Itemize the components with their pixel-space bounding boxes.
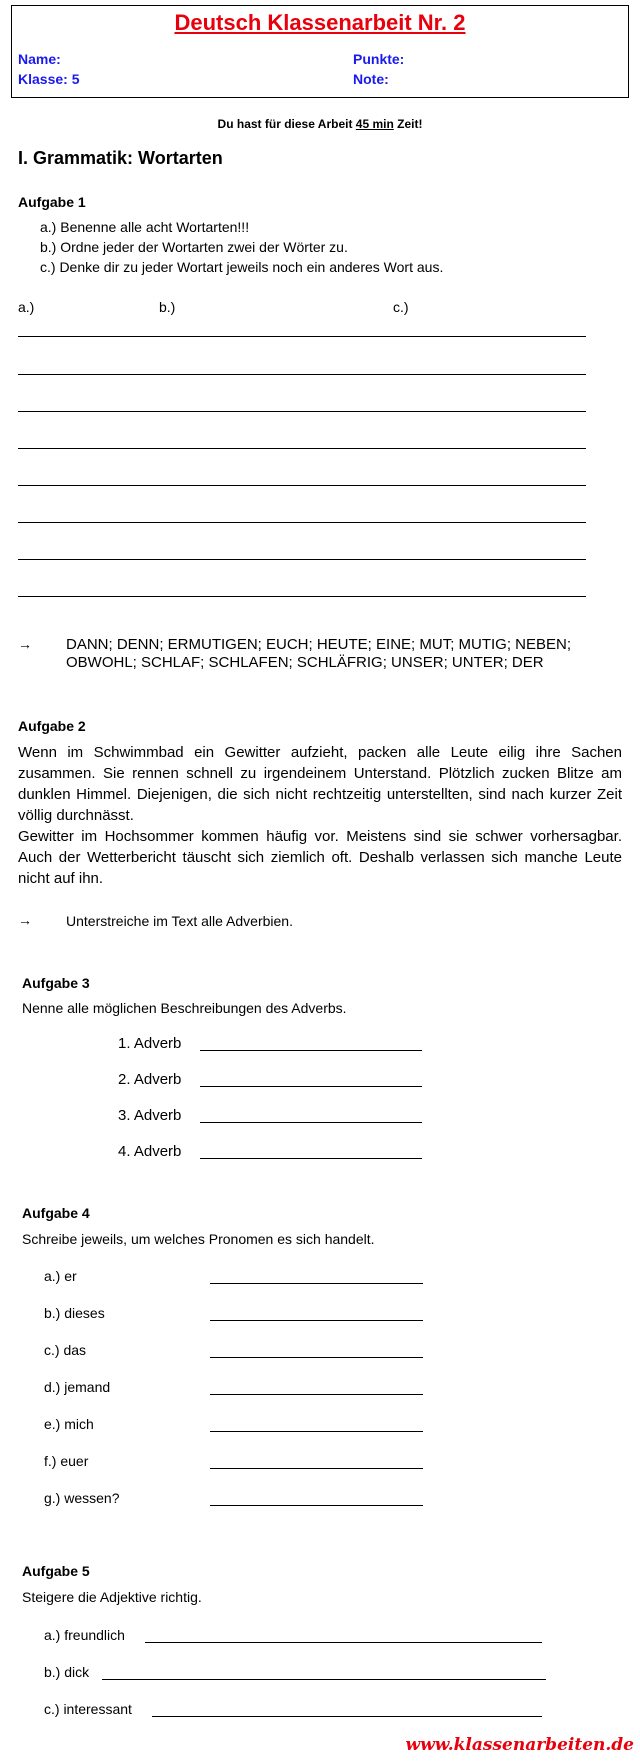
answer-line[interactable] xyxy=(152,1716,542,1717)
task1-item-b: b.) Ordne jeder der Wortarten zwei der Wörter zu. xyxy=(40,239,348,255)
answer-line[interactable] xyxy=(18,522,586,523)
arrow-icon: → xyxy=(18,912,32,928)
answer-line[interactable] xyxy=(18,485,586,486)
answer-line[interactable] xyxy=(210,1505,423,1506)
answer-line[interactable] xyxy=(18,336,586,337)
answer-line[interactable] xyxy=(210,1468,423,1469)
task1-column-b: b.) xyxy=(159,299,176,315)
task4-title: Aufgabe 4 xyxy=(22,1205,90,1221)
worksheet-title: Deutsch Klassenarbeit Nr. 2 xyxy=(174,10,466,35)
answer-line[interactable] xyxy=(18,374,586,375)
task3-instruction: Nenne alle möglichen Beschreibungen des Adverbs. xyxy=(22,1000,347,1016)
task1-words-line2: OBWOHL; SCHLAF; SCHLAFEN; SCHLÄFRIG; UNSER; UNTER; DER xyxy=(66,654,544,671)
task3-item-3: 3. Adverb xyxy=(118,1107,182,1124)
task4-item-c: c.) das xyxy=(44,1342,87,1358)
task4-item-f: f.) euer xyxy=(44,1453,89,1469)
task5-item-a: a.) freundlich xyxy=(44,1627,125,1643)
answer-line[interactable] xyxy=(18,559,586,560)
arrow-icon: → xyxy=(18,636,32,652)
task5-item-b: b.) dick xyxy=(44,1664,90,1680)
name-label: Name: xyxy=(18,51,61,67)
task2-instruction: Unterstreiche im Text alle Adverbien. xyxy=(66,913,293,929)
task3-item-2: 2. Adverb xyxy=(118,1071,182,1088)
answer-line[interactable] xyxy=(210,1431,423,1432)
answer-line[interactable] xyxy=(200,1122,422,1123)
answer-line[interactable] xyxy=(200,1086,422,1087)
answer-line[interactable] xyxy=(200,1050,422,1051)
answer-line[interactable] xyxy=(210,1320,423,1321)
task4-item-a: a.) er xyxy=(44,1268,77,1284)
footer-url: www.klassenarbeiten.de xyxy=(405,1735,634,1755)
points-label: Punkte: xyxy=(353,51,405,67)
task5-title: Aufgabe 5 xyxy=(22,1563,90,1579)
answer-line[interactable] xyxy=(145,1642,542,1643)
task3-item-4: 4. Adverb xyxy=(118,1143,182,1160)
task4-item-b: b.) dieses xyxy=(44,1305,105,1321)
task4-instruction: Schreibe jeweils, um welches Pronomen es sich handelt. xyxy=(22,1231,375,1247)
answer-line[interactable] xyxy=(210,1394,423,1395)
time-note-time: 45 min xyxy=(355,117,394,131)
class-label: Klasse: 5 xyxy=(18,71,80,87)
task3-title: Aufgabe 3 xyxy=(22,975,90,991)
task4-item-d: d.) jemand xyxy=(44,1379,111,1395)
task1-title: Aufgabe 1 xyxy=(18,194,86,210)
task2-text xyxy=(18,742,622,889)
task2-title: Aufgabe 2 xyxy=(18,718,86,734)
answer-line[interactable] xyxy=(18,448,586,449)
task3-item-1: 1. Adverb xyxy=(118,1035,182,1052)
task4-item-g: g.) wessen? xyxy=(44,1490,120,1506)
time-note-after: Zeit! xyxy=(393,117,423,131)
time-note-before: Du hast für diese Arbeit xyxy=(217,117,356,131)
answer-line[interactable] xyxy=(210,1283,423,1284)
answer-line[interactable] xyxy=(200,1158,422,1159)
answer-line[interactable] xyxy=(102,1679,546,1680)
answer-line[interactable] xyxy=(18,596,586,597)
task1-column-c: c.) xyxy=(393,299,409,315)
header-box xyxy=(11,5,629,98)
task2-paragraph-1: Wenn im Schwimmbad ein Gewitter aufzieht, packen alle Leute eilig ihre Sachen zusammen. Sie rennen schnell zu irgendeinem Unterstand. Plötzlich zucken Blitze am dunklen Himmel. Diejenigen, die sich nicht rechtzeitig unterstellten, sind nach kurzer Zeit völlig durchnässt. xyxy=(18,744,622,824)
task5-instruction: Steigere die Adjektive richtig. xyxy=(22,1589,202,1605)
task2-paragraph-2: Gewitter im Hochsommer kommen häufig vor. Meistens sind sie schwer vorhersagbar. Auch der Wetterbericht täuscht sich ziemlich oft. Deshalb verlassen sich manche Leute nicht auf ihn. xyxy=(18,828,622,887)
answer-line[interactable] xyxy=(18,411,586,412)
grade-label: Note: xyxy=(353,71,389,87)
task1-words-line1: DANN; DENN; ERMUTIGEN; EUCH; HEUTE; EINE; MUT; MUTIG; NEBEN; xyxy=(66,636,572,653)
answer-line[interactable] xyxy=(210,1357,423,1358)
section-title: I. Grammatik: Wortarten xyxy=(18,148,223,168)
task1-item-a: a.) Benenne alle acht Wortarten!!! xyxy=(40,219,250,235)
task5-item-c: c.) interessant xyxy=(44,1701,132,1717)
task1-column-a: a.) xyxy=(18,299,35,315)
time-note xyxy=(0,117,640,131)
task1-item-c: c.) Denke dir zu jeder Wortart jeweils noch ein anderes Wort aus. xyxy=(40,259,444,275)
task4-item-e: e.) mich xyxy=(44,1416,94,1432)
